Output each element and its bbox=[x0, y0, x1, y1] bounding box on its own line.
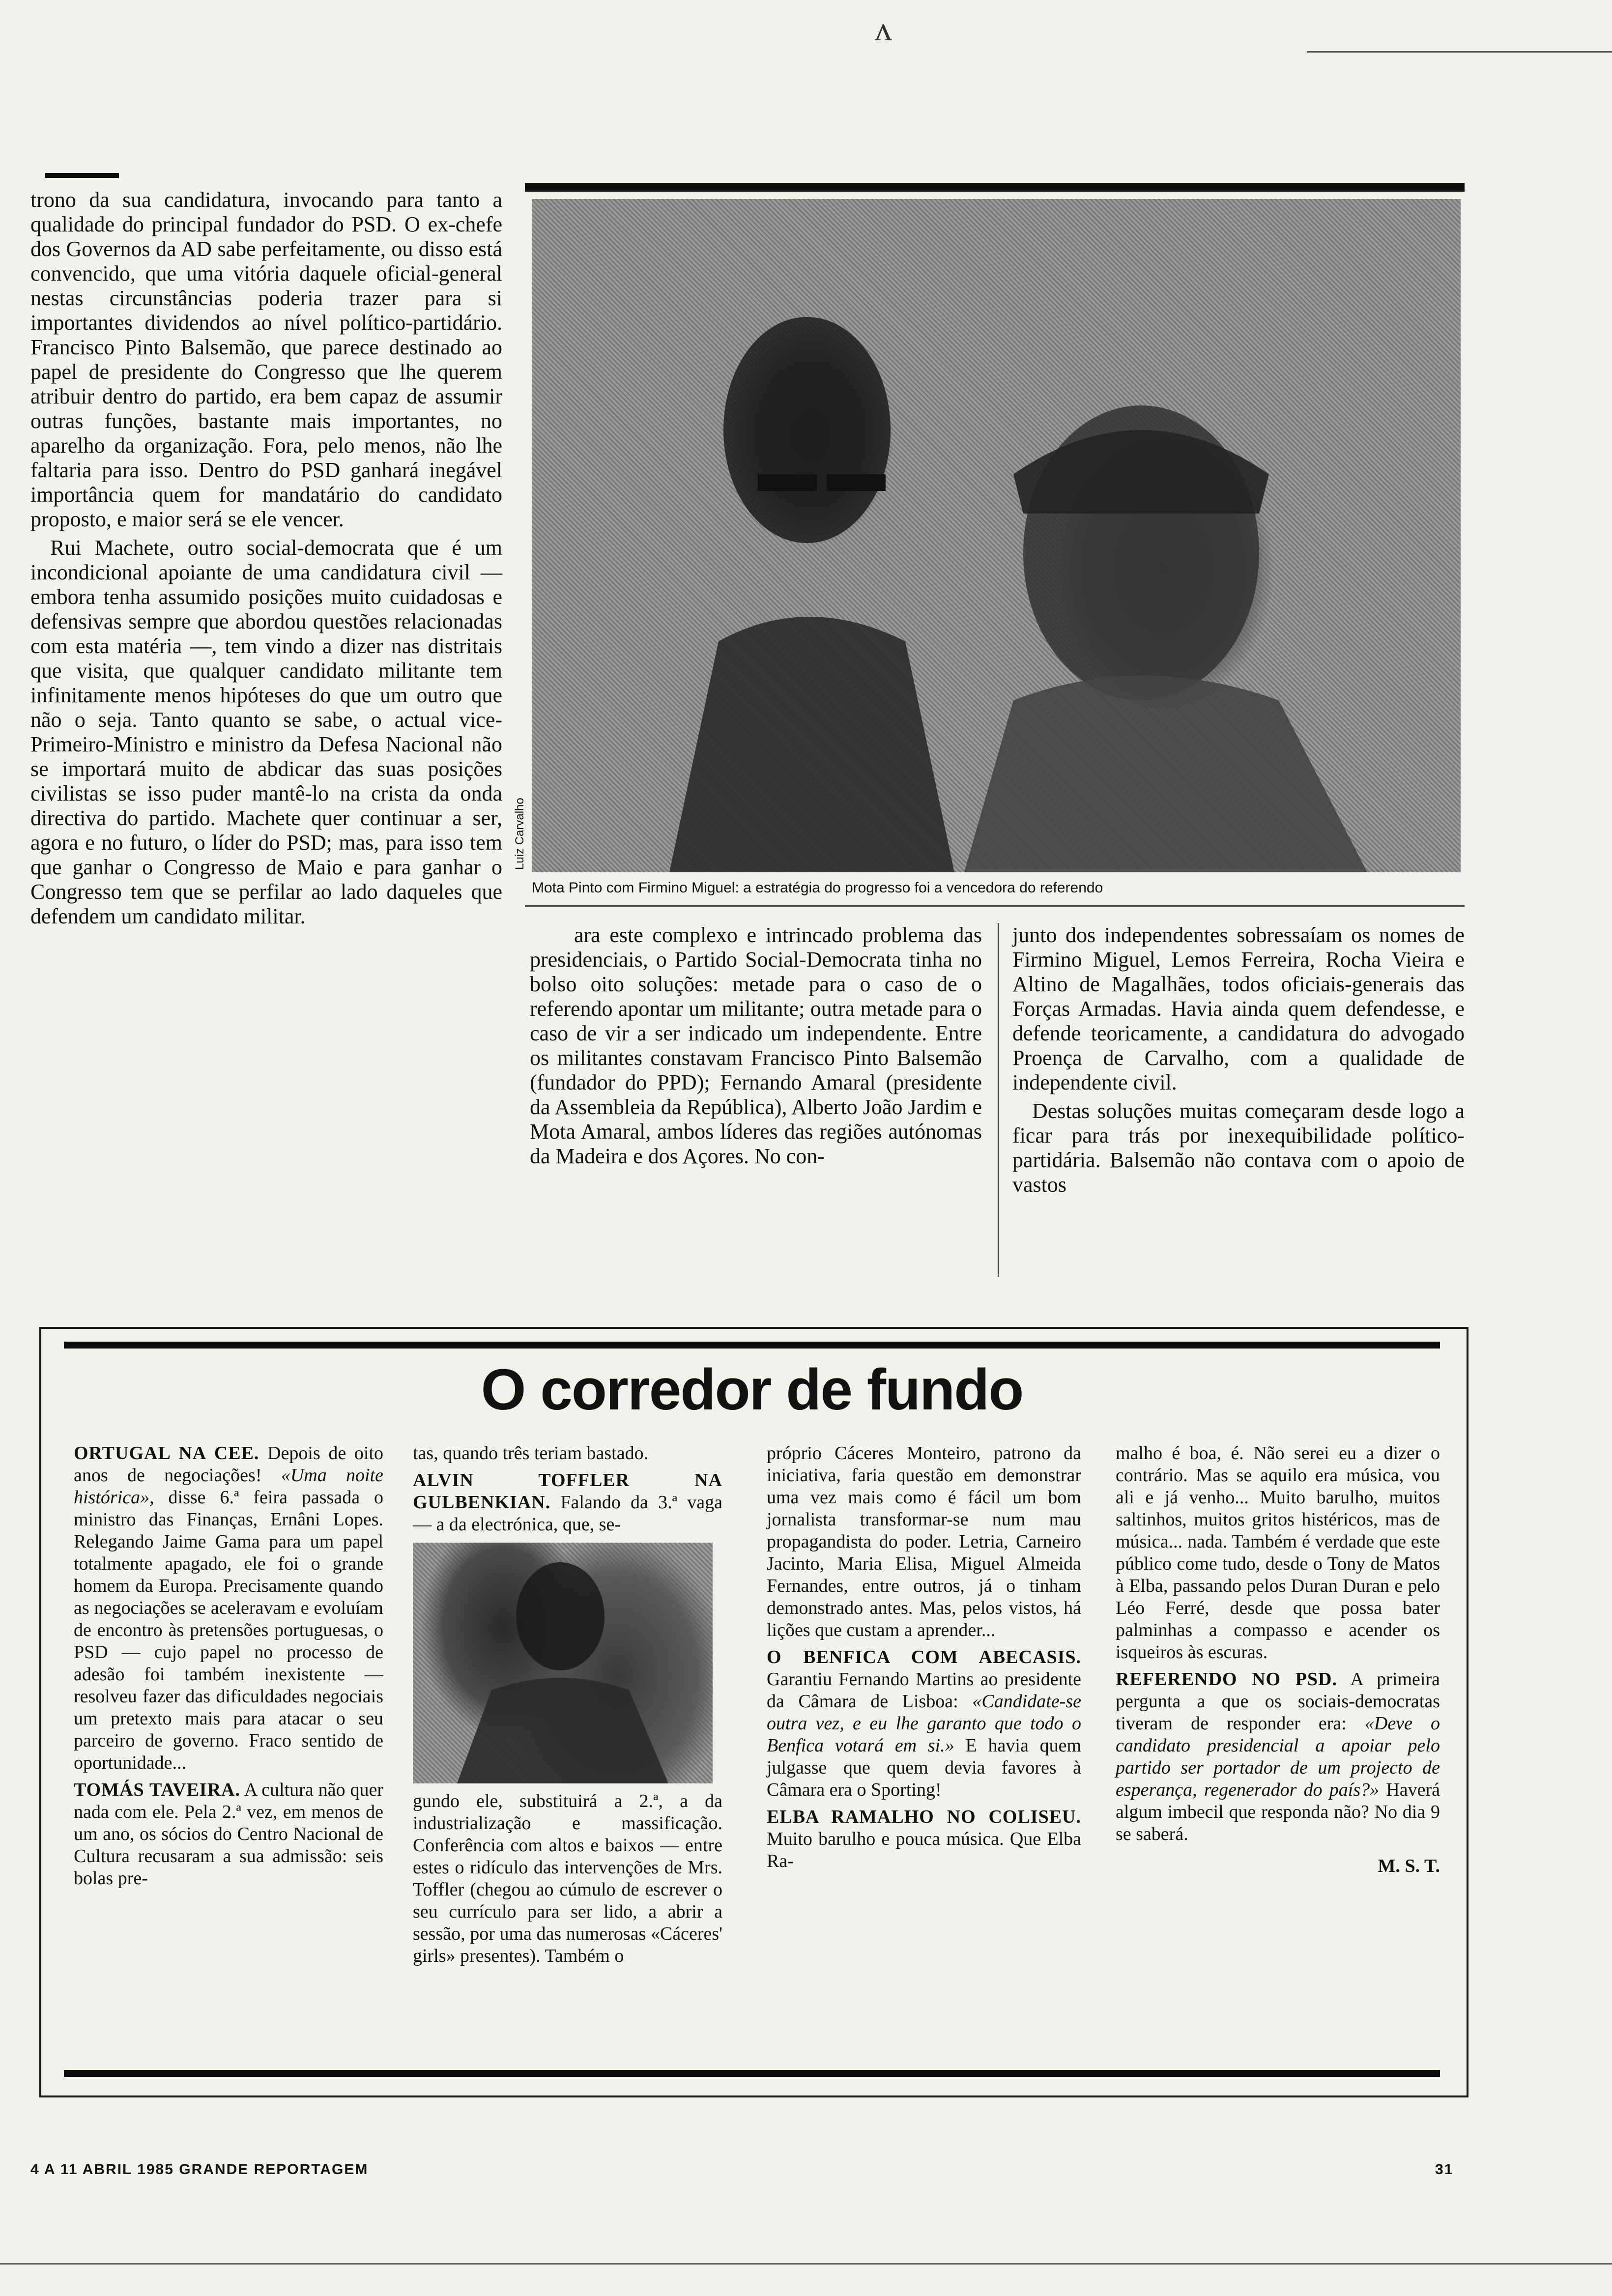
page-number: 31 bbox=[1435, 2161, 1454, 2178]
top-rule-small bbox=[45, 173, 119, 178]
article-column-3 bbox=[1012, 923, 1465, 1296]
box-column-3 bbox=[767, 1442, 1081, 2066]
box-bottom-rule bbox=[64, 2070, 1440, 2077]
kicker-elba-ramalho: ELBA RAMALHO NO COLISEU. bbox=[767, 1807, 1081, 1827]
photo-figures bbox=[532, 199, 1461, 872]
box-quote: «Uma noite histórica», bbox=[74, 1465, 383, 1508]
article-paragraph: Rui Machete, outro social-democrata que é um incondicional apoiante de uma candidatura civil — embora tenha assumido posições muito cuidadosas e defensivas sempre que abordou questões relacionadas com esta matéria —, tem vindo a dizer nas distritais que visita, que qualquer candidato militante tem infinitamente menos hipóteses do que um outro que não o seja. Tanto quanto se sabe, o actual vice-Primeiro-Ministro e ministro da Defesa Nacional não se importará muito de abdicar das suas posições civilistas se isso puder mantê-lo na crista da onda directiva do partido. Machete quer continuar a ser, agora e no futuro, o líder do PSD; mas, para isso tem que ganhar o Congresso de Maio e para ganhar o Congresso tem que se perfilar ao lado daqueles que defendem um candidato militar. bbox=[30, 536, 502, 928]
box-text: Depois de oito anos de negociações! bbox=[74, 1443, 384, 1486]
box-column-4 bbox=[1116, 1442, 1440, 2066]
bottom-edge-line bbox=[0, 2263, 1612, 2265]
article-column-2 bbox=[530, 923, 982, 1296]
box-text: Falando da 3.ª vaga — a da electrónica, que, se- bbox=[413, 1492, 723, 1535]
box-text: E havia quem julgasse que quem devia favores à Câmara era o Sporting! bbox=[767, 1735, 1081, 1800]
article-paragraph: junto dos independentes sobressaíam os nomes de Firmino Miguel, Lemos Ferreira, Rocha Vieira e Altino de Magalhães, todos oficiais-generais das Forças Armadas. Havia ainda quem defendesse, e defende teoricamente, a candidatura do advogado Proença de Carvalho, com a qualidade de independente civil. bbox=[1012, 923, 1465, 1094]
article-paragraph: ara este complexo e intrincado problema das presidenciais, o Partido Social-Democrata tinha no bolso oito soluções: metade para o caso de o referendo apontar um militante; outra metade para o caso de vir a ser indicado um independente. Entre os militantes constavam Francisco Pinto Balsemão (fundador do PPD); Fernando Amaral (presidente da Assembleia da República), Alberto João Jardim e Mota Amaral, ambos líderes das regiões autónomas da Madeira e dos Açores. No con- bbox=[530, 923, 982, 1168]
kicker-benfica: O BENFICA COM ABECASIS. bbox=[767, 1647, 1081, 1667]
caption-underline bbox=[525, 905, 1465, 907]
box-text: próprio Cáceres Monteiro, patrono da iniciativa, faria questão em demonstrar uma vez mais como é fácil um bom jornalista transformar-se num mau propagandista do poder. Letria, Carneiro Jacinto, Maria Elisa, Miguel Almeida Fernandes, entre outros, já o tinham demonstrado antes. Mas, pelos vistos, há lições que custam a aprender... bbox=[767, 1443, 1081, 1640]
kicker-alvin-toffler: ALVIN TOFFLER NA GULBENKIAN. bbox=[413, 1470, 722, 1513]
top-scan-marks: ᴧ bbox=[875, 10, 892, 48]
box-text: disse 6.ª feira passada o ministro das Finanças, Ernâni Lopes. Relegando Jaime Gama para um papel totalmente apagado, ele foi o grande homem da Europa. Precisamente quando as negociações se aceleravam e evoluíam de encontro às pretensões portuguesas, o PSD — cujo papel no processo de adesão foi também inexistente — resolveu fazer das dificuldades negociais um pretexto mais para atacar o seu parceiro de governo. Fraco sentido de oportunidade... bbox=[74, 1487, 383, 1773]
photo-caption: Mota Pinto com Firmino Miguel: a estratégia do progresso foi a vencedora do referendo bbox=[532, 880, 1103, 896]
box-quote: «Deve o candidato presidencial a apoiar pelo partido ser portador de um projecto de esperança, regenerador do país?» bbox=[1116, 1713, 1440, 1800]
box-text: tas, quando três teriam bastado. bbox=[413, 1443, 649, 1464]
news-photo bbox=[532, 199, 1461, 872]
article-column-1 bbox=[30, 188, 502, 1289]
column-divider bbox=[998, 923, 999, 1277]
signature: M. S. T. bbox=[1378, 1856, 1440, 1876]
kicker-tomas-taveira: TOMÁS TAVEIRA. bbox=[74, 1779, 240, 1800]
kicker-portugal-cee: ORTUGAL NA CEE. bbox=[74, 1443, 259, 1464]
photo-credit: Luiz Carvalho bbox=[513, 798, 526, 870]
top-edge-line bbox=[1307, 51, 1612, 53]
box-text: A primeira pergunta a que os sociais-democratas tiveram de responder era: bbox=[1116, 1669, 1440, 1734]
box-quote: «Candidate-se outra vez, e eu lhe garanto que todo o Benfica votará em si.» bbox=[767, 1691, 1081, 1756]
box-top-rule bbox=[64, 1342, 1440, 1349]
box-text: Muito barulho e pouca música. Que Elba Ra- bbox=[767, 1829, 1081, 1871]
top-rule bbox=[525, 183, 1465, 192]
box-column-2 bbox=[413, 1442, 722, 2066]
toffler-photo bbox=[413, 1543, 713, 1783]
box-text: gundo ele, substituirá a 2.ª, a da industrialização e massificação. Conferência com altos e baixos — entre estes o ridículo das intervenções de Mrs. Toffler (chegou ao cúmulo de escrever o seu currículo para ser lido, a abrir a sessão, por uma das numerosas «Cáceres' girls» presentes). Também o bbox=[413, 1791, 722, 1966]
article-paragraph: trono da sua candidatura, invocando para tanto a qualidade do principal fundador do PSD. O ex-chefe dos Governos da AD sabe perfeitamente, ou disso está convencido, que uma vitória daquele oficial-general nestas circunstâncias poderia trazer para si importantes dividendos ao nível político-partidário. Francisco Pinto Balsemão, que parece destinado ao papel de presidente do Congresso que lhe querem atribuir dentro do partido, era bem capaz de assumir outras funções, bastante mais importantes, no aparelho da organização. Fora, pelo menos, não lhe faltaria para isso. Dentro do PSD ganhará inegável importância quem for mandatário do candidato proposto, e maior será se ele vencer. bbox=[30, 188, 502, 531]
box-text: malho é boa, é. Não serei eu a dizer o contrário. Mas se aquilo era música, vou ali e já venho... Muito barulho, muitos saltinhos, muitos gritos histéricos, mas de música... nada. Também é verdade que este público come tudo, desde o Tony de Matos à Elba, passando pelos Duran Duran e pelo Léo Ferré, desde que possa bater palminhas a compasso e acender os isqueiros às escuras. bbox=[1116, 1443, 1440, 1663]
article-paragraph: Destas soluções muitas começaram desde logo a ficar para trás por inexequibilidade político-partidária. Balsemão não contava com o apoio de vastos bbox=[1012, 1099, 1465, 1197]
box-column-1 bbox=[74, 1442, 383, 2066]
kicker-referendo: REFERENDO NO PSD. bbox=[1116, 1669, 1337, 1690]
feature-headline: O corredor de fundo bbox=[481, 1357, 1023, 1422]
box-text: Haverá algum imbecil que responda não? No dia 9 se saberá. bbox=[1116, 1779, 1440, 1844]
footer-date-publication: 4 A 11 ABRIL 1985 GRANDE REPORTAGEM bbox=[30, 2161, 369, 2178]
toffler-photo-figure bbox=[413, 1543, 713, 1783]
box-text: A cultura não quer nada com ele. Pela 2.ª vez, em menos de um ano, os sócios do Centro Nacional de Cultura recusaram a sua admissão: seis bolas pre- bbox=[74, 1779, 383, 1889]
box-text: Garantiu Fernando Martins ao presidente da Câmara de Lisboa: bbox=[767, 1669, 1081, 1712]
